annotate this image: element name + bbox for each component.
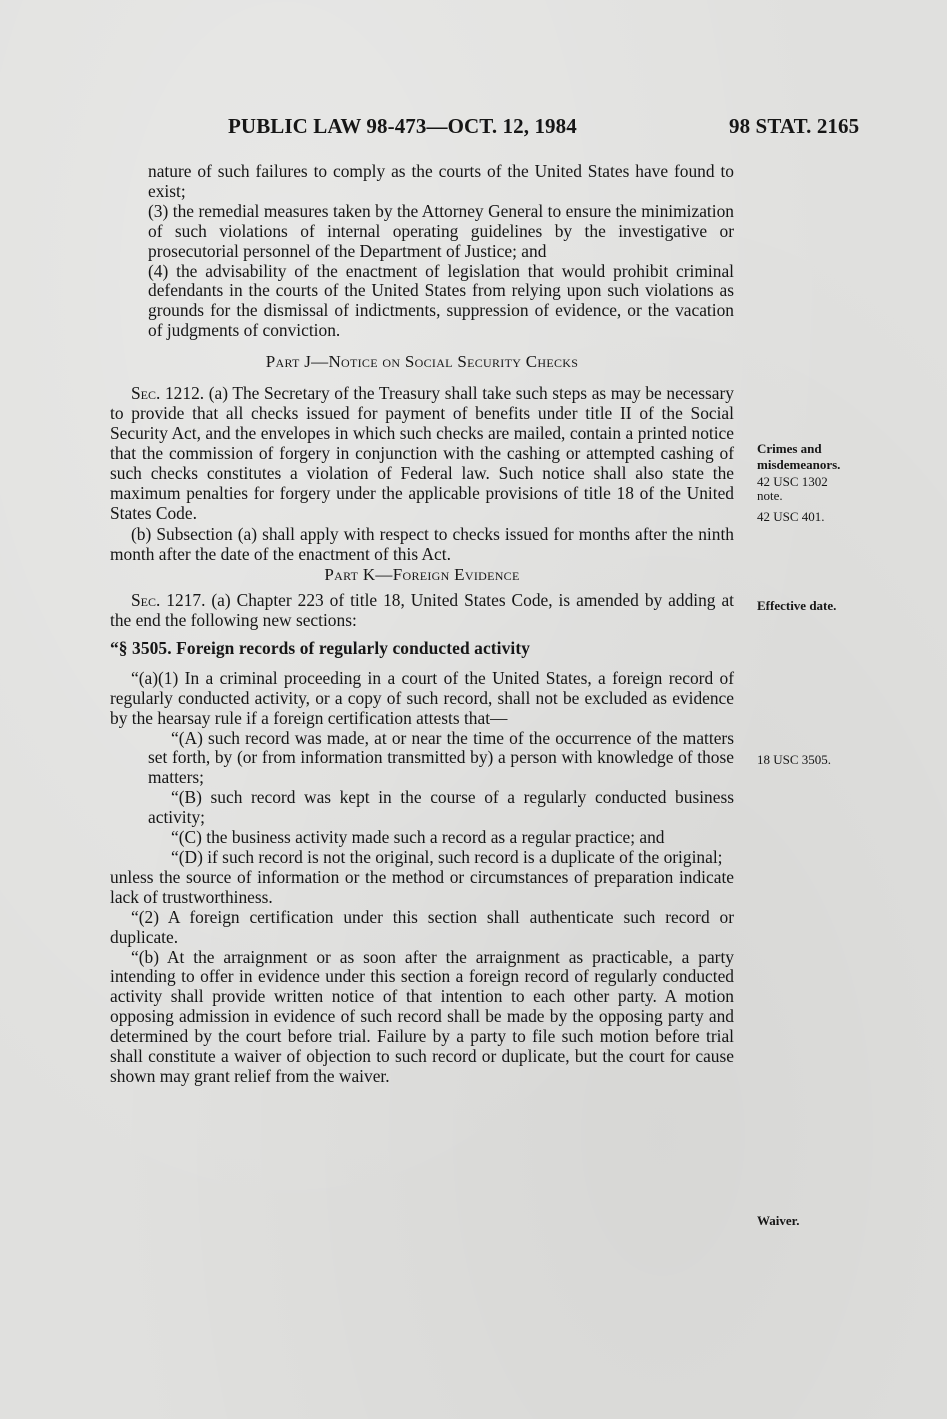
margin-note-effective-date: Effective date. (757, 598, 837, 613)
subsection-b: “(b) At the arraignment or as soon after the arraignment as practicable, a party intending to offer in evidence under this section a foreign record of regularly conducted activity shall provide written notice of that intention to each other party. A motion opposing admission in evidence of such record shall be made by the opposing party and determined by the court before trial. Failure by a party to file such motion before trial shall constitute a waiver of objection to such record or duplicate, but the court for cause shown may grant relief from the waiver. (110, 946, 734, 1086)
clause-C: “(C) the business activity made such a record as a regular practice; and (171, 827, 665, 848)
subsection-a1: “(a)(1) In a criminal proceeding in a court of the United States, a foreign record of regularly conducted activity, or a copy of such record, shall not be excluded as evidence by the hearsay rule if a foreign certification attests that— (110, 667, 734, 728)
margin-note-crimes: Crimes and misdemeanors. (757, 441, 841, 472)
margin-note-42-usc-401: 42 USC 401. (757, 509, 825, 524)
unless-clause: unless the source of information or the method or circumstances of preparation indicate lack of trustworthiness. (110, 866, 734, 907)
paragraph-continuation: nature of such failures to comply as the courts of the United States have found to exist; (148, 161, 734, 201)
item-4: (4) the advisability of the enactment of legislation that would prohibit criminal defendants in the courts of the United States from relying upon such violations as grounds for the dismissal of indictments, suppression of evidence, or the vacation of judgments of conviction. (148, 260, 734, 341)
sec-label: Sec. (131, 590, 161, 611)
sec-label: Sec. (131, 383, 161, 404)
item-3: (3) the remedial measures taken by the Attorney General to ensure the minimization of such violations of internal operating guidelines by the investigative or prosecutorial personnel of the Department of Justice; and (148, 200, 734, 261)
section-3505-heading: “§ 3505. Foreign records of regularly conducted activity (110, 637, 531, 658)
sec-1212-a-text: 1212. (a) The Secretary of the Treasury shall take such steps as may be necessary to provide that all checks issued for payment of benefits under title II of the Social Security Act, and the envelopes in which such checks are mailed, contain a printed notice that the commission of forgery in conjunction with the cashing or attempted cashing of such checks constitutes a violation of Federal law. Such notice shall also state the maximum penalties for forgery under the applicable provisions of title 18 of the United States Code. (110, 383, 734, 523)
clause-B: “(B) such record was kept in the course of a regularly conducted business activity; (148, 787, 734, 828)
part-k-heading: Part K—Foreign Evidence (324, 565, 520, 585)
sec-1212-b: (b) Subsection (a) shall apply with respect to checks issued for months after the ninth month after the date of the enactment of this Act. (110, 524, 734, 565)
margin-note-waiver: Waiver. (757, 1213, 800, 1228)
margin-note-18-usc-3505: 18 USC 3505. (757, 752, 832, 767)
body-text (110, 162, 734, 1087)
sec-1217 (110, 591, 734, 631)
sec-1212-a (110, 384, 734, 523)
part-j-heading: Part J—Notice on Social Security Checks (265, 352, 579, 372)
margin-note-42-usc-1302: 42 USC 1302 note. (757, 474, 828, 503)
running-header-title: PUBLIC LAW 98-473—OCT. 12, 1984 (228, 114, 577, 138)
running-header-page: 98 STAT. 2165 (729, 114, 860, 138)
sec-1217-text: 1217. (a) Chapter 223 of title 18, United States Code, is amended by adding at the end the following new sections: (110, 590, 734, 631)
subsection-a2: “(2) A foreign certification under this section shall authenticate such record or duplicate. (110, 906, 734, 947)
clause-A: “(A) such record was made, at or near the time of the occurrence of the matters set forth, by (or from information transmitted by) a person with knowledge of those matters; (148, 727, 734, 788)
clause-D: “(D) if such record is not the original, such record is a duplicate of the original; (171, 847, 723, 867)
